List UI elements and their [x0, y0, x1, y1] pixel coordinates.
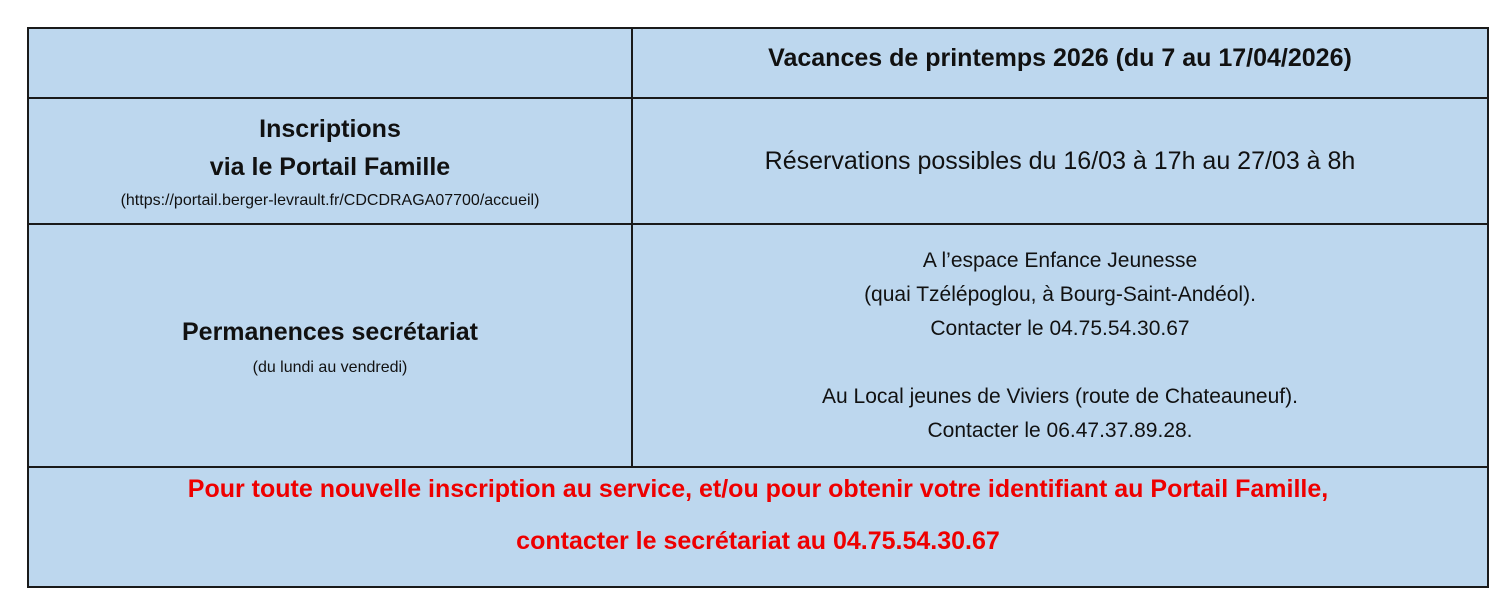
inscriptions-label-line2: via le Portail Famille	[209, 153, 451, 181]
header-title-cell	[632, 28, 1488, 98]
location2-phone: Contacter le 06.47.37.89.28.	[927, 418, 1193, 442]
header-row	[28, 28, 1488, 98]
footer-notice-line1: Pour toute nouvelle inscription au service, et/ou pour obtenir votre identifiant au Portail Famille,	[187, 475, 1329, 503]
permanences-label-cell	[28, 224, 632, 467]
holiday-period-title: Vacances de printemps 2026 (du 7 au 17/04/2026)	[768, 44, 1352, 72]
footer-row	[28, 467, 1488, 587]
footer-notice-cell	[28, 467, 1488, 587]
footer-notice-line2: contacter le secrétariat au 04.75.54.30.67	[516, 527, 1000, 555]
inscriptions-label-cell	[28, 98, 632, 224]
inscriptions-label-line1: Inscriptions	[259, 115, 401, 143]
permanences-row	[28, 224, 1488, 467]
location2-name: Au Local jeunes de Viviers (route de Chateauneuf).	[822, 384, 1298, 408]
location1-phone: Contacter le 04.75.54.30.67	[930, 316, 1190, 340]
location1-address: (quai Tzélépoglou, à Bourg-Saint-Andéol).	[864, 282, 1256, 306]
portal-url-text: (https://portail.berger-levrault.fr/CDCDRAGA07700/accueil)	[120, 192, 540, 209]
permanences-days: (du lundi au vendredi)	[252, 358, 408, 376]
schedule-info-table	[27, 27, 1489, 588]
permanences-label: Permanences secrétariat	[181, 317, 479, 346]
contact-spacer	[633, 346, 1487, 380]
permanences-contact-cell	[632, 224, 1488, 467]
header-empty-cell	[28, 28, 632, 98]
contact-locations	[633, 244, 1487, 448]
reservation-period-text: Réservations possibles du 16/03 à 17h au 27/03 à 8h	[764, 147, 1356, 175]
inscriptions-row	[28, 98, 1488, 224]
footer-notice	[29, 463, 1487, 567]
location1-name: A l’espace Enfance Jeunesse	[922, 248, 1198, 272]
reservation-cell	[632, 98, 1488, 224]
